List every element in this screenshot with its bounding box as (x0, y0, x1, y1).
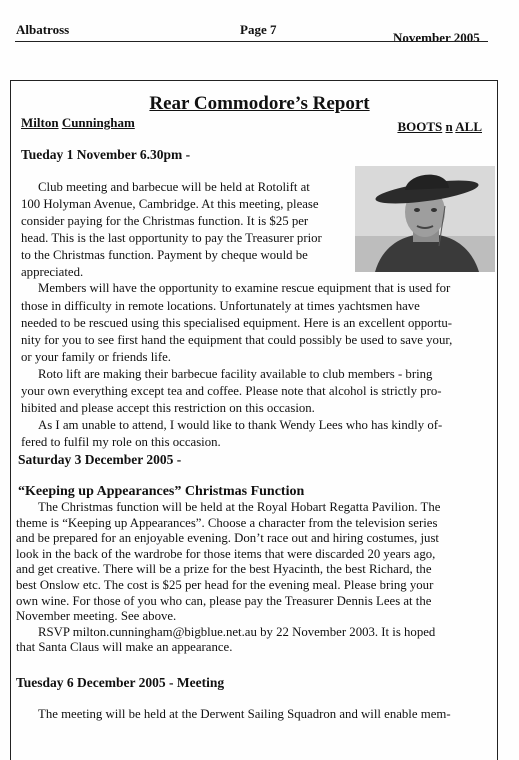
section-heading-saturday: Saturday 3 December 2005 - (18, 452, 182, 467)
body-text-line: head. This is the last opportunity to pay the Treasurer prior (21, 231, 322, 245)
body-text-line: own wine. For those of you who can, please pay the Treasurer Dennis Lees at the (16, 593, 432, 608)
body-text-line: that Santa Claus will make an appearance. (16, 640, 233, 655)
article-tag (397, 119, 482, 135)
body-text-line: Roto lift are making their barbecue facility available to club members - bring (38, 367, 433, 381)
body-text-line: November meeting. See above. (16, 609, 177, 624)
body-text-line: and get creative. There will be a prize for the best Hyacinth, the best Richard, the (16, 562, 432, 577)
article-title: Rear Commodore’s Report (149, 93, 370, 114)
body-text-line: fered to fulfil my role on this occasion. (21, 435, 221, 449)
portrait-photo (355, 166, 495, 272)
section-heading-tuesday: Tueday 1 November 6.30pm - (21, 147, 191, 162)
header-rule (15, 41, 488, 42)
article-author (21, 115, 135, 131)
body-text-line: Members will have the opportunity to examine rescue equipment that is used for (38, 281, 451, 295)
body-text-line: your own everything except tea and coffee. Please note that alcohol is strictly pro- (21, 384, 442, 398)
body-text-line: or your family or friends life. (21, 350, 171, 364)
body-text-line: The Christmas function will be held at the Royal Hobart Regatta Pavilion. The (38, 500, 441, 514)
body-text-line: The meeting will be held at the Derwent Sailing Squadron and will enable mem- (38, 707, 451, 721)
author-first-name: Milton (21, 115, 59, 130)
body-text-line: look in the back of the wardrobe for those items that were discarded 20 years ago, (16, 546, 436, 561)
body-text-line: and be prepared for an enjoyable evening. Don’t race out and hiring costumes, just (16, 531, 439, 546)
author-last-name: Cunningham (61, 115, 135, 130)
header-page-number: Page 7 (240, 22, 277, 37)
body-text-line: As I am unable to attend, I would like to thank Wendy Lees who has kindly of- (38, 418, 443, 432)
section-subheading-christmas: “Keeping up Appearances” Christmas Function (18, 484, 305, 499)
body-text-line: needed to be rescued using this specialised equipment. Here is an excellent opportu- (21, 316, 453, 330)
header-date: November 2005 (393, 30, 480, 45)
tag-n: n (445, 119, 453, 134)
body-text-line: consider paying for the Christmas function. It is $25 per (21, 214, 309, 228)
body-text-line: to the Christmas function. Payment by cheque would be (21, 248, 308, 262)
body-text-line: theme is “Keeping up Appearances”. Choose a character from the television series (16, 515, 438, 530)
body-text-line: Club meeting and barbecue will be held at Rotolift at (38, 180, 310, 194)
section-heading-meeting: Tuesday 6 December 2005 - Meeting (16, 675, 225, 690)
body-text-line: those in difficulty in remote locations. Unfortunately at times yachtsmen have (21, 299, 420, 313)
body-text-line: RSVP milton.cunningham@bigblue.net.au by 22 November 2003. It is hoped (38, 624, 436, 639)
tag-boots: BOOTS (397, 119, 443, 134)
tag-all: ALL (455, 119, 482, 134)
body-text-line: 100 Holyman Avenue, Cambridge. At this meeting, please (21, 197, 319, 211)
body-text-line: appreciated. (21, 265, 84, 279)
body-text-line: hibited and please accept this restriction on this occasion. (21, 401, 315, 415)
body-text-line: best Onslow etc. The cost is $25 per head for the evening meal. Please bring your (16, 578, 434, 592)
body-text-line: nity for you to see first hand the equipment that could possibly be used to save your, (21, 333, 453, 347)
header-publication: Albatross (16, 22, 70, 37)
